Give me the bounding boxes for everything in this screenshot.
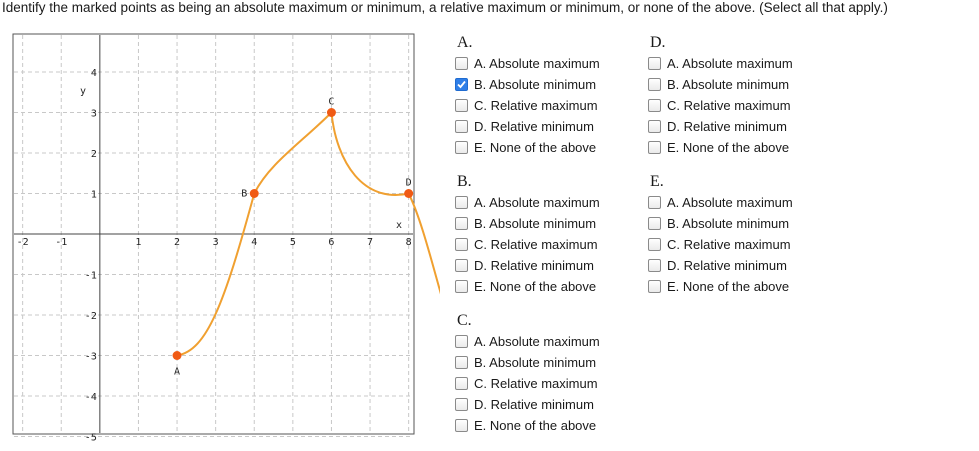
option-label: E. None of the above — [474, 418, 597, 433]
checkbox[interactable] — [648, 120, 661, 133]
option-label: C. Relative maximum — [474, 237, 598, 252]
function-graph — [0, 0, 440, 451]
checkbox[interactable] — [455, 57, 468, 70]
checkmark-icon — [457, 80, 466, 89]
question-letter-b: B. — [457, 173, 472, 190]
checkbox[interactable] — [648, 57, 661, 70]
checkbox[interactable] — [648, 280, 661, 293]
checkbox[interactable] — [648, 259, 661, 272]
option-d-4[interactable] — [648, 137, 793, 158]
point-label-b: B — [241, 188, 248, 200]
option-label: E. None of the above — [667, 279, 790, 294]
checkbox[interactable] — [455, 335, 468, 348]
option-label: E. None of the above — [667, 140, 790, 155]
option-label: E. None of the above — [474, 140, 597, 155]
option-d-0[interactable] — [648, 53, 793, 74]
checkbox[interactable] — [455, 377, 468, 390]
x-tick-label: 1 — [135, 237, 142, 248]
checkbox[interactable] — [648, 141, 661, 154]
option-e-4[interactable] — [648, 276, 793, 297]
option-label: A. Absolute maximum — [474, 334, 600, 349]
option-b-4[interactable] — [455, 276, 600, 297]
option-a-0[interactable] — [455, 53, 600, 74]
point-b — [250, 189, 259, 198]
option-e-1[interactable] — [648, 213, 793, 234]
option-label: B. Absolute minimum — [474, 77, 597, 92]
option-c-2[interactable] — [455, 373, 600, 394]
instruction-text: Identify the marked points as being an absolute maximum or minimum, a relative maximum or minimum, or none of the above. (Select all that apply.) — [2, 0, 888, 15]
option-label: D. Relative minimum — [667, 258, 787, 273]
option-label: A. Absolute maximum — [474, 195, 600, 210]
option-label: D. Relative minimum — [474, 397, 594, 412]
point-c — [327, 108, 336, 117]
option-b-2[interactable] — [455, 234, 600, 255]
checkbox[interactable] — [648, 78, 661, 91]
x-axis-label: x — [395, 220, 403, 231]
checkbox[interactable] — [455, 99, 468, 112]
option-label: B. Absolute minimum — [667, 77, 790, 92]
checkbox[interactable] — [455, 259, 468, 272]
checkbox[interactable] — [455, 356, 468, 369]
checkbox[interactable] — [455, 217, 468, 230]
option-a-2[interactable] — [455, 95, 600, 116]
y-tick-label: 4 — [90, 68, 97, 79]
y-tick-label: 2 — [90, 149, 97, 160]
option-label: C. Relative maximum — [474, 376, 598, 391]
checkbox[interactable] — [648, 238, 661, 251]
y-axis-label: y — [79, 86, 87, 97]
option-b-3[interactable] — [455, 255, 600, 276]
option-e-3[interactable] — [648, 255, 793, 276]
option-a-3[interactable] — [455, 116, 600, 137]
option-d-1[interactable] — [648, 74, 793, 95]
option-c-0[interactable] — [455, 331, 600, 352]
checkbox[interactable] — [455, 120, 468, 133]
checkbox[interactable] — [648, 196, 661, 209]
option-label: C. Relative maximum — [667, 237, 791, 252]
checkbox[interactable] — [455, 280, 468, 293]
option-label: D. Relative minimum — [667, 119, 787, 134]
x-tick-label: 5 — [289, 237, 296, 248]
question-letter-e: E. — [650, 173, 664, 190]
option-d-3[interactable] — [648, 116, 793, 137]
y-tick-label: -1 — [84, 270, 97, 282]
option-label: B. Absolute minimum — [474, 216, 597, 231]
option-label: D. Relative minimum — [474, 258, 594, 273]
point-label-d: D — [405, 177, 412, 189]
option-d-2[interactable] — [648, 95, 793, 116]
option-label: A. Absolute maximum — [667, 56, 793, 71]
x-tick-label: 2 — [174, 237, 181, 248]
y-tick-label: -2 — [84, 311, 97, 322]
option-label: A. Absolute maximum — [667, 195, 793, 210]
option-b-1[interactable] — [455, 213, 600, 234]
option-label: D. Relative minimum — [474, 119, 594, 134]
option-b-0[interactable] — [455, 192, 600, 213]
checkbox[interactable] — [455, 238, 468, 251]
question-group-e — [648, 172, 793, 297]
x-tick-label: -1 — [55, 237, 68, 248]
question-group-a — [455, 33, 600, 158]
option-label: A. Absolute maximum — [474, 56, 600, 71]
y-tick-label: -3 — [84, 351, 97, 363]
x-tick-label: -2 — [16, 237, 29, 248]
point-label-c: C — [328, 96, 335, 108]
checkbox[interactable] — [455, 398, 468, 411]
option-label: C. Relative maximum — [667, 98, 791, 113]
point-a — [173, 351, 182, 360]
checkbox[interactable] — [455, 196, 468, 209]
x-tick-label: 6 — [328, 237, 335, 248]
option-a-1[interactable] — [455, 74, 600, 95]
checkbox[interactable] — [648, 99, 661, 112]
checkbox[interactable] — [455, 141, 468, 154]
option-c-4[interactable] — [455, 415, 600, 436]
x-tick-label: 3 — [212, 237, 219, 248]
point-label-a: A — [174, 366, 181, 378]
x-tick-label: 7 — [367, 237, 374, 248]
checkbox[interactable] — [455, 78, 468, 91]
checkbox[interactable] — [648, 217, 661, 230]
y-tick-label: 3 — [90, 108, 97, 120]
x-tick-label: 8 — [405, 237, 412, 248]
option-label: E. None of the above — [474, 279, 597, 294]
option-c-1[interactable] — [455, 352, 600, 373]
question-group-c — [455, 311, 600, 436]
question-group-d — [648, 33, 793, 158]
option-label: B. Absolute minimum — [474, 355, 597, 370]
option-e-0[interactable] — [648, 192, 793, 213]
y-tick-label: -4 — [84, 392, 97, 403]
question-group-b — [455, 172, 600, 297]
checkbox[interactable] — [455, 419, 468, 432]
question-letter-c: C. — [457, 312, 472, 329]
x-tick-label: 4 — [251, 237, 258, 248]
question-letter-d: D. — [650, 34, 666, 51]
option-a-4[interactable] — [455, 137, 600, 158]
option-e-2[interactable] — [648, 234, 793, 255]
y-tick-label: -5 — [84, 432, 97, 444]
question-letter-a: A. — [457, 34, 473, 51]
point-d — [404, 189, 413, 198]
option-label: C. Relative maximum — [474, 98, 598, 113]
option-label: B. Absolute minimum — [667, 216, 790, 231]
option-c-3[interactable] — [455, 394, 600, 415]
y-tick-label: 1 — [90, 189, 97, 201]
